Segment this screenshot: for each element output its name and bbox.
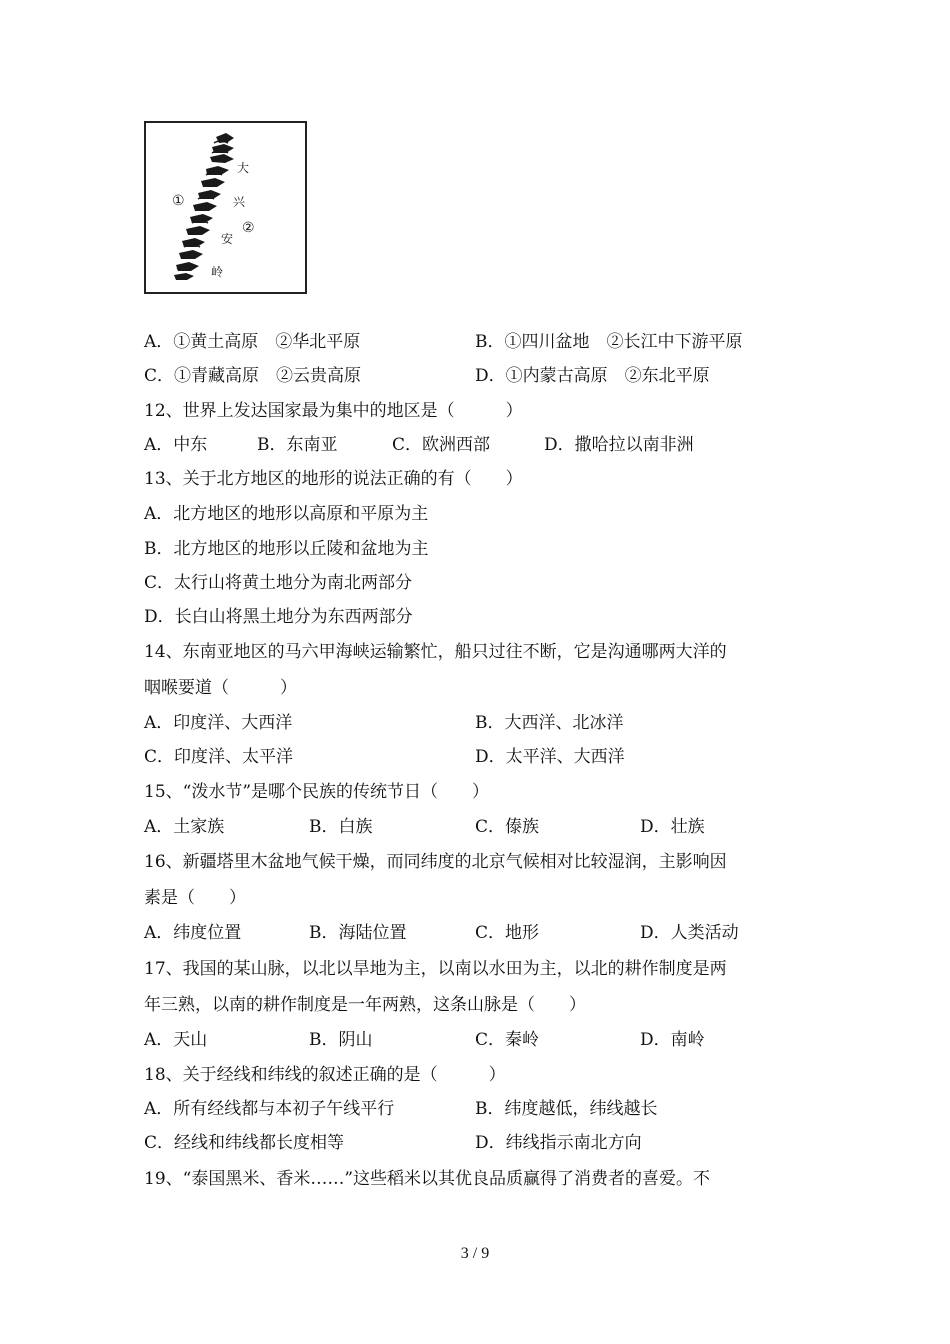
range-char-3: 安 (221, 232, 234, 246)
question-13-stem: 13、关于北方地区的地形的说法正确的有（ ） (144, 469, 523, 489)
question-11-options-row-2 (144, 366, 710, 386)
q12-option-c: C．欧洲西部 (392, 435, 491, 455)
q14-option-d: D．太平洋、大西洋 (475, 747, 625, 767)
question-11-options-row-1 (144, 332, 743, 352)
question-17-stem-line-2: 年三熟，以南的耕作制度是一年两熟，这条山脉是（ ） (144, 995, 586, 1015)
mountain-range-icon (146, 123, 305, 292)
range-char-2: 兴 (233, 195, 246, 209)
question-15-stem: 15、“泼水节”是哪个民族的传统节日（ ） (144, 782, 490, 802)
q11-option-d: D．①内蒙古高原 ②东北平原 (475, 366, 710, 386)
q14-option-c: C．印度洋、太平洋 (144, 747, 294, 767)
q13-option-a: A．北方地区的地形以高原和平原为主 (144, 504, 429, 524)
question-16-stem-line-1: 16、新疆塔里木盆地气候干燥，而同纬度的北京气候相对比较湿润，主影响因 (144, 852, 727, 872)
question-14-stem-line-2: 咽喉要道（ ） (144, 678, 297, 698)
question-19-stem-line-1: 19、“泰国黑米、香米……”这些稻米以其优良品质赢得了消费者的喜爱。不 (144, 1169, 711, 1189)
q16-option-d: D．人类活动 (640, 923, 739, 943)
q16-option-b: B．海陆位置 (309, 923, 407, 943)
map-figure (144, 121, 307, 294)
question-17-options (144, 1030, 705, 1050)
question-14-options-row-2 (144, 747, 625, 767)
q17-option-d: D．南岭 (640, 1030, 705, 1050)
question-18-options-row-2 (144, 1133, 642, 1153)
page-number: 3 / 9 (460, 1245, 490, 1262)
question-17-stem-line-1: 17、我国的某山脉，以北以旱地为主，以南以水田为主，以北的耕作制度是两 (144, 959, 727, 979)
q17-option-b: B．阴山 (309, 1030, 373, 1050)
q18-option-a: A．所有经线都与本初子午线平行 (144, 1099, 395, 1119)
question-15-options (144, 817, 705, 837)
q13-option-c: C．太行山将黄土地分为南北两部分 (144, 573, 413, 593)
q11-option-a: A．①黄土高原 ②华北平原 (144, 332, 361, 352)
q15-option-d: D．壮族 (640, 817, 705, 837)
q12-option-a: A．中东 (144, 435, 208, 455)
map-label-1: ① (172, 193, 185, 209)
q12-option-d: D．撒哈拉以南非洲 (544, 435, 694, 455)
question-16-options (144, 923, 739, 943)
q14-option-b: B．大西洋、北冰洋 (475, 713, 624, 733)
q16-option-a: A．纬度位置 (144, 923, 242, 943)
q16-option-c: C．地形 (475, 923, 540, 943)
question-12-stem: 12、世界上发达国家最为集中的地区是（ ） (144, 401, 523, 421)
q13-option-d: D．长白山将黑土地分为东西两部分 (144, 607, 413, 627)
question-12-options (144, 435, 694, 455)
q15-option-a: A．土家族 (144, 817, 225, 837)
q11-option-c: C．①青藏高原 ②云贵高原 (144, 366, 362, 386)
q18-option-d: D．纬线指示南北方向 (475, 1133, 642, 1153)
q13-option-b: B．北方地区的地形以丘陵和盆地为主 (144, 539, 429, 559)
question-18-stem: 18、关于经线和纬线的叙述正确的是（ ） (144, 1065, 506, 1085)
map-label-2: ② (242, 220, 255, 236)
range-char-4: 岭 (211, 265, 224, 279)
q11-option-b: B．①四川盆地 ②长江中下游平原 (475, 332, 743, 352)
q18-option-b: B．纬度越低，纬线越长 (475, 1099, 658, 1119)
q15-option-c: C．傣族 (475, 817, 540, 837)
question-16-stem-line-2: 素是（ ） (144, 888, 246, 908)
q18-option-c: C．经线和纬线都长度相等 (144, 1133, 345, 1153)
q12-option-b: B．东南亚 (257, 435, 338, 455)
range-char-1: 大 (237, 161, 250, 175)
question-14-options-row-1 (144, 713, 624, 733)
question-14-stem-line-1: 14、东南亚地区的马六甲海峡运输繁忙，船只过往不断，它是沟通哪两大洋的 (144, 642, 727, 662)
q14-option-a: A．印度洋、大西洋 (144, 713, 293, 733)
question-18-options-row-1 (144, 1099, 658, 1119)
q17-option-c: C．秦岭 (475, 1030, 540, 1050)
q17-option-a: A．天山 (144, 1030, 208, 1050)
q15-option-b: B．白族 (309, 817, 373, 837)
